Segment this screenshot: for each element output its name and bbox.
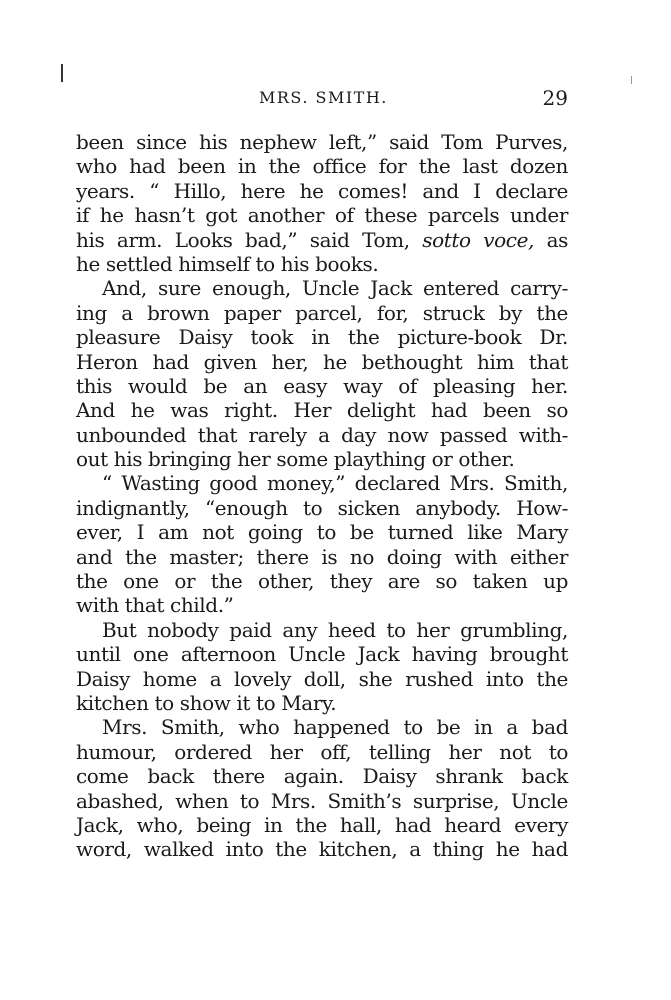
text-segment: his arm. Looks bad,” said Tom, [76,227,423,252]
text-line: Mrs. Smith, who happened to be in a bad [102,715,568,740]
page-number: 29 [542,86,568,110]
text-line: word, walked into the kitchen, a thing he had [76,837,568,862]
text-line: if he hasn’t got another of these parcels under [76,203,568,228]
text-line: and the master; there is no doing with either [76,544,568,569]
text-line: with that child.” [76,593,234,618]
text-line: the one or the other, they are so taken up [76,569,568,594]
text-line: indignantly, “enough to sicken anybody. How- [76,495,568,520]
body-text [76,130,568,862]
text-line: he settled himself to his books. [76,251,379,276]
text-line: kitchen to show it to Mary. [76,690,337,715]
text-line: But nobody paid any heed to her grumbling, [102,617,568,642]
text-line: ever, I am not going to be turned like Mary [76,520,568,545]
running-head [76,86,568,112]
text-line: unbounded that rarely a day now passed with- [76,422,568,447]
text-line: until one afternoon Uncle Jack having brought [76,642,568,667]
text-line: humour, ordered her off, telling her not to [76,739,568,764]
text-line: “ Wasting good money,” declared Mrs. Smith, [102,471,568,496]
text-line: And, sure enough, Uncle Jack entered carry- [102,276,568,301]
margin-speck [631,76,632,84]
text-segment: as [534,227,568,252]
text-line: this would be an easy way of pleasing her. [76,373,568,398]
text-line: been since his nephew left,” said Tom Purves, [76,130,568,154]
text-line [76,228,568,252]
text-line: out his bringing her some plaything or other. [76,447,515,472]
text-line: Heron had given her, he bethought him that [76,349,568,374]
text-line: come back there again. Daisy shrank back [76,764,568,789]
text-line: abashed, when to Mrs. Smith’s surprise, Uncle [76,788,568,813]
text-line: Jack, who, being in the hall, had heard every [76,812,568,837]
text-line: ing a brown paper parcel, for, struck by the [76,300,568,325]
text-line: who had been in the office for the last dozen [76,154,568,179]
text-line: Daisy home a lovely doll, she rushed into the [76,666,568,691]
text-line: pleasure Daisy took in the picture-book Dr. [76,325,568,350]
italic-phrase: sotto voce, [422,227,534,252]
margin-mark [61,64,63,82]
text-line: And he was right. Her delight had been so [76,398,568,423]
running-title: MRS. SMITH. [259,88,388,107]
text-line: years. “ Hillo, here he comes! and I declare [76,178,568,203]
